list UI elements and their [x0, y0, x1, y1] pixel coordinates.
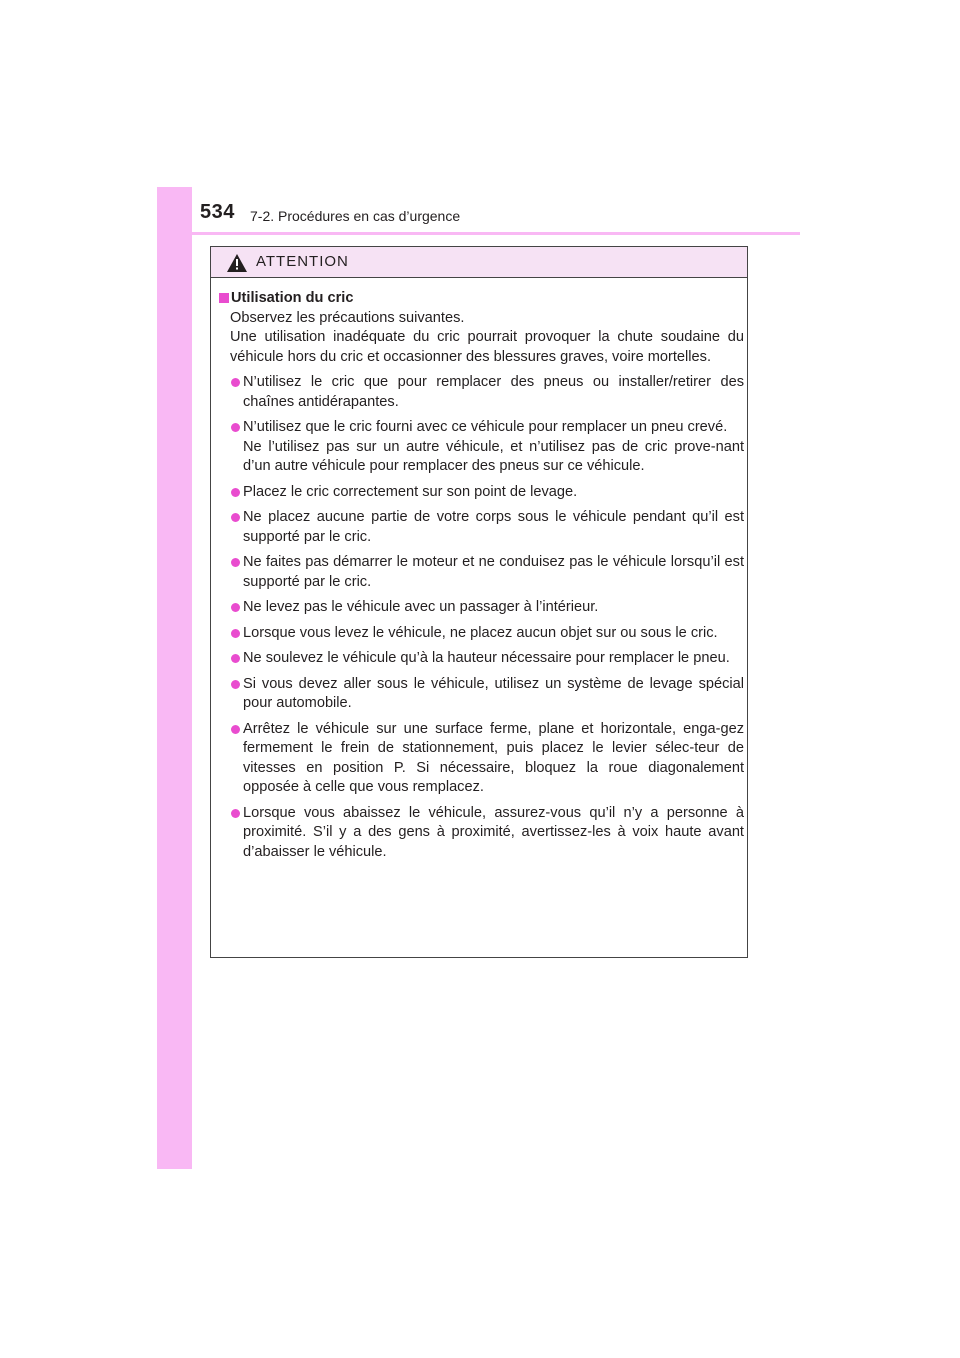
precaution-text: Ne levez pas le véhicule avec un passager à l’intérieur.: [243, 599, 599, 615]
bullet-dot-icon: [231, 513, 240, 522]
precaution-item: [218, 553, 744, 592]
square-bullet-icon: [219, 293, 229, 303]
bullet-dot-icon: [231, 680, 240, 689]
intro-line: Une utilisation inadéquate du cric pourrait provoquer la chute soudaine du véhicule hors du cric et occasionner des blessures graves, voire mortelles.: [230, 329, 744, 365]
attention-box: [210, 246, 748, 958]
subheading-text: Utilisation du cric: [231, 290, 354, 306]
bullet-dot-icon: [231, 654, 240, 663]
bullet-dot-icon: [231, 725, 240, 734]
bullet-dot-icon: [231, 558, 240, 567]
intro-text: [218, 309, 744, 368]
intro-line: Observez les précautions suivantes.: [230, 309, 465, 326]
precaution-text: Ne placez aucune partie de votre corps sous le véhicule pendant qu’il est supporté par le cric.: [243, 509, 744, 545]
precaution-item: [218, 508, 744, 547]
bullet-dot-icon: [231, 378, 240, 387]
precaution-text: Arrêtez le véhicule sur une surface ferme, plane et horizontale, enga-gez fermement le frein de stationnement, puis placez le levier sélec-teur de vitesses en position P. Si nécessaire, bloquez la roue diagonalement opposée à celle que vous remplacez.: [243, 720, 744, 795]
precaution-text: Placez le cric correctement sur son point de levage.: [243, 483, 578, 500]
precaution-item: [218, 624, 744, 644]
precaution-list: [218, 373, 744, 862]
warning-triangle-icon: [227, 254, 247, 272]
precaution-text: N’utilisez le cric que pour remplacer des pneus ou installer/retirer des chaînes antidérapantes.: [243, 374, 744, 410]
precaution-item: [218, 598, 744, 618]
side-tab-band: [157, 187, 192, 1169]
precaution-text: Si vous devez aller sous le véhicule, utilisez un système de levage spécial pour automobile.: [243, 675, 744, 711]
bullet-dot-icon: [231, 488, 240, 497]
precaution-item: [218, 804, 744, 863]
precaution-item: [218, 373, 744, 412]
precaution-text: Ne faites pas démarrer le moteur et ne conduisez pas le véhicule lorsqu’il est supporté par le cric.: [243, 554, 744, 590]
bullet-dot-icon: [231, 603, 240, 612]
attention-header: [211, 247, 747, 278]
section-title: 7-2. Procédures en cas d’urgence: [250, 208, 461, 224]
bullet-dot-icon: [231, 809, 240, 818]
bullet-dot-icon: [231, 629, 240, 638]
precaution-text: N’utilisez que le cric fourni avec ce véhicule pour remplacer un pneu crevé.: [243, 419, 728, 435]
attention-label: ATTENTION: [256, 253, 349, 270]
precaution-item: [218, 649, 744, 669]
precaution-text: Lorsque vous abaissez le véhicule, assurez-vous qu’il n’y a personne à proximité. S’il y a des gens à proximité, avertissez-les à voix haute avant d’abaisser le véhicule.: [243, 804, 744, 860]
precaution-item: [218, 675, 744, 714]
precaution-item: [218, 418, 744, 477]
precaution-text: Ne l’utilisez pas sur un autre véhicule, et n’utilisez pas de cric prove-nant d’un autre véhicule pour remplacer des pneus sur ce véhicule.: [243, 438, 744, 474]
subheading: [218, 289, 744, 309]
precaution-item: [218, 483, 744, 503]
precaution-text: Lorsque vous levez le véhicule, ne placez aucun objet sur ou sous le cric.: [243, 624, 718, 641]
page-number: 534: [200, 201, 235, 223]
header-rule: [157, 232, 800, 235]
bullet-dot-icon: [231, 423, 240, 432]
precaution-item: [218, 720, 744, 798]
attention-body: [218, 289, 744, 862]
precaution-text: Ne soulevez le véhicule qu’à la hauteur nécessaire pour remplacer le pneu.: [243, 650, 730, 666]
